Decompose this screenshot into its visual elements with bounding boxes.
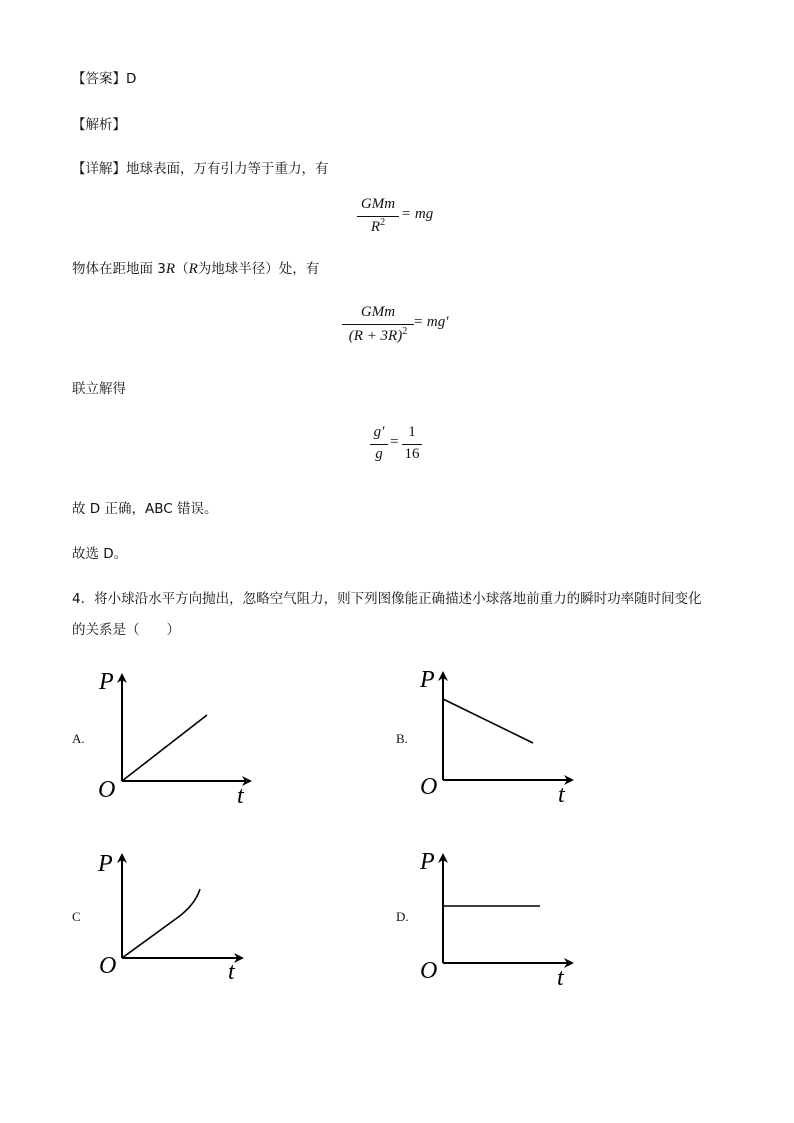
eq3-left-bar (370, 444, 388, 445)
option-c-label[interactable]: C (72, 909, 81, 924)
equation-1-fraction (357, 196, 399, 238)
x-axis-label: t (558, 782, 565, 808)
question-line-1: 4．将小球沿水平方向抛出，忽略空气阻力，则下列图像能正确描述小球落地前重力的瞬时功率随时间变化 (72, 591, 702, 607)
eq2-numerator: GMm (360, 304, 396, 320)
answer-line (72, 67, 136, 87)
eq1-denominator: $R^2$ (370, 217, 386, 235)
eq3-right-bar (402, 444, 422, 445)
origin-label: O (98, 777, 116, 803)
detail-label: 【详解】 (72, 161, 126, 177)
plot-curve (122, 889, 200, 958)
x-axis-label: t (557, 965, 564, 990)
option-a-label[interactable]: A. (72, 731, 85, 746)
equation-2-fraction (342, 304, 414, 346)
origin-label: O (420, 958, 438, 984)
line2-mid: （ (175, 261, 189, 277)
answer-label: 【答案】 (72, 71, 126, 87)
eq3-equals: = (390, 434, 399, 450)
detail-text: 地球表面，万有引力等于重力，有 (126, 161, 329, 177)
detail-line (72, 157, 329, 177)
eq1-numerator: GMm (360, 196, 396, 212)
option-d-label[interactable]: D. (396, 909, 409, 924)
y-axis-label: P (98, 851, 113, 877)
equation-3-left-fraction (370, 424, 388, 466)
eq2-fraction-bar (342, 324, 414, 325)
eq2-denominator: $(R + 3R)^2$ (348, 326, 408, 344)
x-axis-label: t (228, 959, 235, 985)
eq3-denominator: g (375, 446, 383, 462)
plot-line (443, 699, 533, 743)
eq3-right-denominator: 16 (404, 446, 420, 462)
plot-line (122, 715, 207, 781)
y-axis-label: P (99, 669, 114, 695)
y-axis-label: P (420, 849, 435, 875)
distance-line (72, 257, 319, 278)
conclusion-1: 故 D 正确，ABC 错误。 (72, 501, 218, 517)
x-axis-label: t (237, 783, 244, 809)
origin-label: O (420, 774, 438, 800)
eq2-rhs: = mg′ (413, 314, 449, 330)
combine-line: 联立解得 (72, 381, 126, 397)
line2-R2: R (188, 261, 198, 277)
y-axis-label: P (420, 667, 435, 693)
origin-label: O (99, 953, 117, 979)
eq3-numerator: g′ (373, 424, 385, 440)
option-d-graph[interactable] (418, 845, 578, 990)
option-a-graph[interactable] (95, 665, 255, 810)
answer-value: D (126, 71, 137, 87)
conclusion-2: 故选 D。 (72, 546, 128, 562)
line2-R1: R (165, 261, 176, 277)
option-b-graph[interactable] (417, 663, 577, 808)
eq1-rhs: = mg (401, 206, 434, 222)
line2-prefix: 物体在距地面 3 (72, 261, 166, 277)
question-line-2: 的关系是（ ） (72, 622, 180, 638)
line2-suffix: 为地球半径）处，有 (197, 261, 320, 277)
analysis-label: 【解析】 (72, 117, 126, 133)
option-c-graph[interactable] (95, 847, 255, 987)
option-b-label[interactable]: B. (396, 731, 408, 746)
equation-3-right-fraction (402, 424, 422, 466)
eq3-right-numerator: 1 (408, 424, 416, 440)
